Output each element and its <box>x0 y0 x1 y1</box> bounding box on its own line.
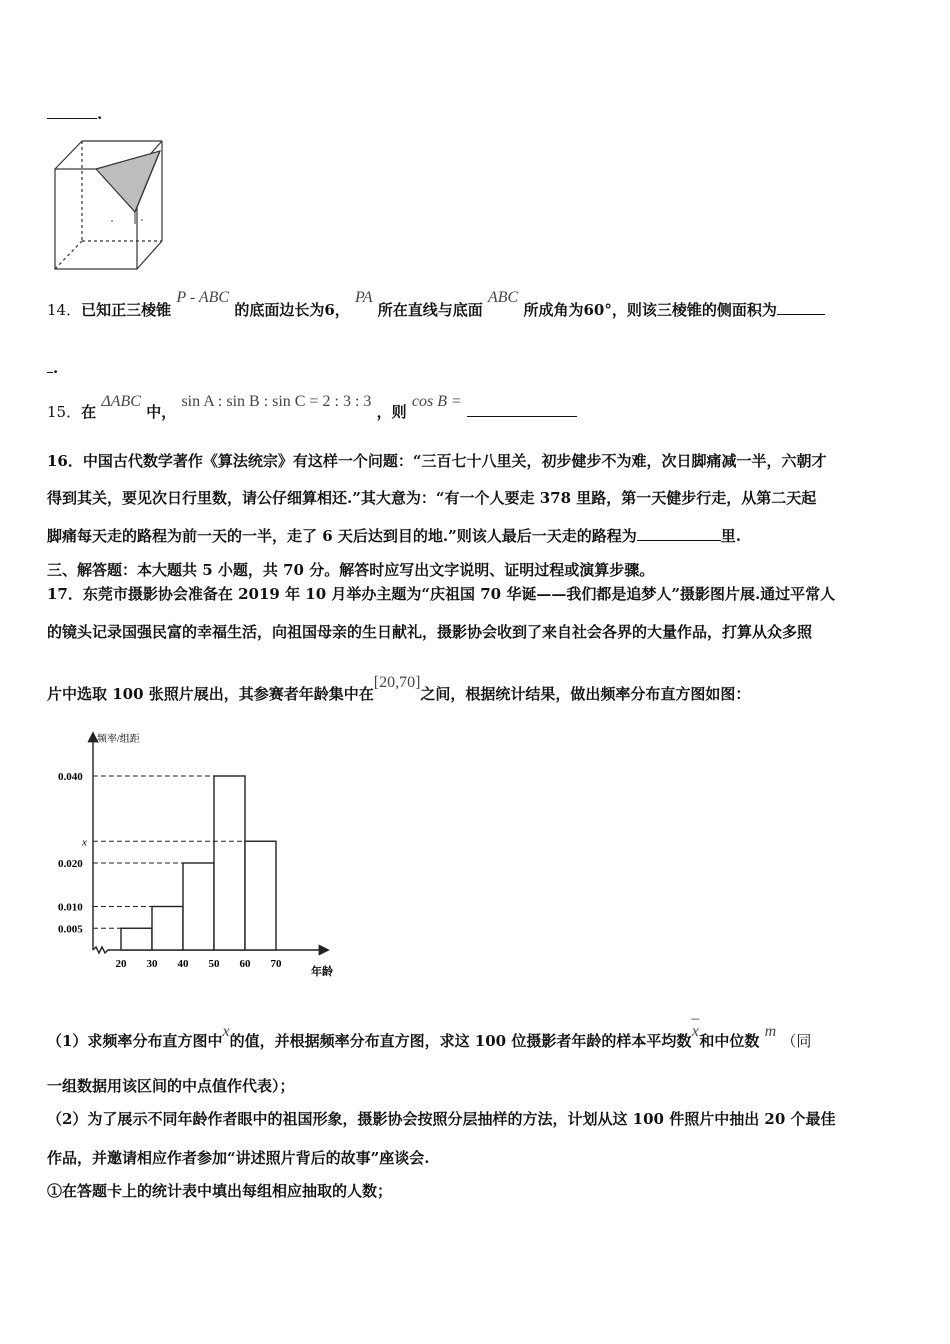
question-16-line1: 16．中国古代数学著作《算法统宗》有这样一个问题：“三百七十八里关，初步健步不为难，次日脚痛减一半，六朝才 <box>47 452 827 470</box>
question-14-tail: . <box>47 358 58 378</box>
histogram-bar <box>183 863 214 950</box>
question-17-part2-line1: （2）为了展示不同年龄作者眼中的祖国形象，摄影协会按照分层抽样的方法，计划从这 100 件照片中抽出 20 个最佳 <box>47 1110 836 1128</box>
question-17-line3: 片中选取 100 张照片展出，其参赛者年龄集中在[20,70]之间，根据统计结果，做出频率分布直方图如图： <box>47 674 751 703</box>
y-tick-label: 0.010 <box>58 901 83 914</box>
x-tick-label: 40 <box>177 958 189 970</box>
y-tick-label: 0.020 <box>58 858 83 870</box>
cube-figure <box>50 136 168 274</box>
x-tick-label: 20 <box>115 958 127 970</box>
answer-blank-14[interactable] <box>777 300 825 315</box>
x-tick-label: 60 <box>239 958 251 970</box>
histogram-bar <box>214 776 245 950</box>
histogram-bar <box>121 928 152 950</box>
x-tick-label: 30 <box>146 958 158 970</box>
answer-blank-15[interactable] <box>467 402 577 417</box>
x-axis-label: 年龄 <box>311 966 333 978</box>
section-3-heading: 三、解答题：本大题共 5 小题，共 70 分。解答时应写出文字说明、证明过程或演算步骤。 <box>47 561 655 579</box>
x-tick-label: 70 <box>270 958 282 970</box>
question-16-line2: 得到其关，要见次日行里数，请公仔细算相还.”其大意为：“有一个人要走 378 里路，第一天健步行走，从第二天起 <box>47 489 817 507</box>
y-tick-label: 0.005 <box>58 923 83 936</box>
y-tick-label: x <box>82 836 87 849</box>
pyramid-section <box>96 151 160 212</box>
question-17-part1-line2: 一组数据用该区间的中点值作代表）； <box>47 1077 295 1095</box>
x-tick-label: 50 <box>208 958 220 970</box>
histogram-bar <box>152 907 183 951</box>
question-17-part2-line2: 作品，并邀请相应作者参加“讲述照片背后的故事”座谈会. <box>47 1149 430 1167</box>
question-17-line1: 17．东莞市摄影协会准备在 2019 年 10 月举办主题为“庆祖国 70 华诞——我们都是追梦人”摄影图片展.通过平常人 <box>47 585 836 603</box>
histogram-bar <box>245 841 276 950</box>
question-17-line2: 的镜头记录国强民富的幸福生活，向祖国母亲的生日献礼，摄影协会收到了来自社会各界的大量作品，打算从众多照 <box>47 623 813 641</box>
question-16-line3: 脚痛每天走的路程为前一天的一半，走了 6 天后达到目的地.”则该人最后一天走的路程为 里. <box>47 527 741 545</box>
question-15: 15．在 ΔABC 中， sin A : sin B : sin C = 2 : 3 : 3 ，则 cos B = <box>47 402 577 423</box>
question-17-part2-line3: ①在答题卡上的统计表中填出每组相应抽取的人数； <box>47 1182 393 1200</box>
answer-blank-16[interactable] <box>637 526 721 541</box>
question-17-part1-line1: （1）求频率分布直方图中x的值，并根据频率分布直方图，求这 100 位摄影者年龄的样本平均数 – x和中位数 m （同 <box>47 1010 812 1050</box>
leading-blank: . <box>47 104 102 124</box>
y-tick-label: 0.040 <box>58 771 83 783</box>
question-14: 14．已知正三棱锥 P - ABC 的底面边长为6， PA 所在直线与底面 ABC 所成角为60°，则该三棱锥的侧面积为 <box>47 300 825 340</box>
y-axis-label: 频率/组距 <box>97 734 140 745</box>
frequency-histogram <box>55 728 345 980</box>
